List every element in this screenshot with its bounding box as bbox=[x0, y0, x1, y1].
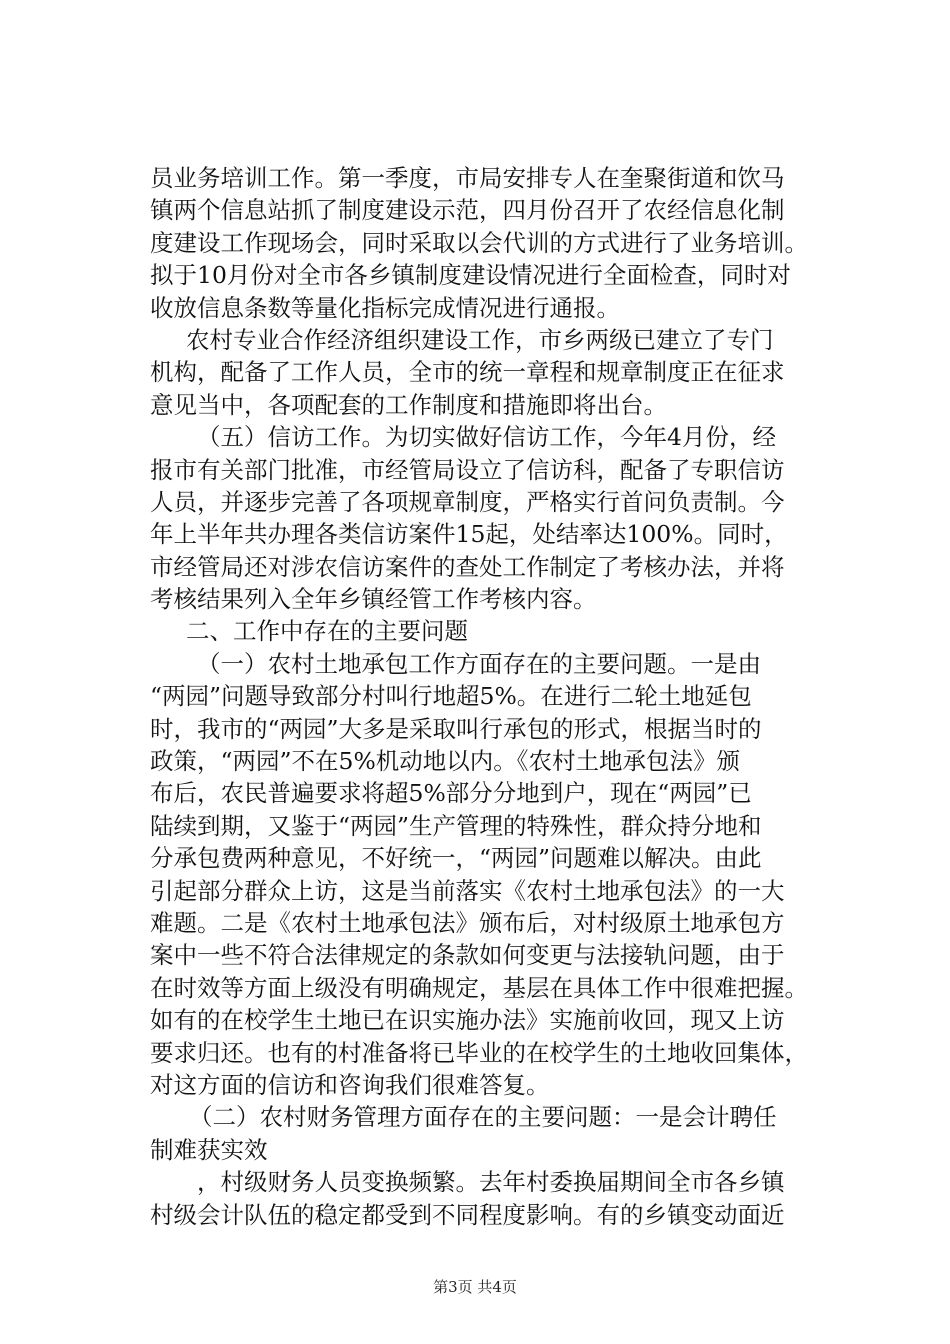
page-number: 第3页 共4页 bbox=[433, 1278, 517, 1296]
text-line: 拟于10月份对全市各乡镇制度建设情况进行全面检查，同时对 bbox=[150, 261, 791, 290]
text-line: ，村级财务人员变换频繁。去年村委换届期间全市各乡镇 bbox=[197, 1168, 785, 1197]
text-line: 如有的在校学生土地已在识实施办法》实施前收回，现又上访 bbox=[150, 1006, 785, 1035]
text-line: 布后，农民普遍要求将超5%部分分地到户，现在“两园”已 bbox=[150, 779, 752, 808]
text-line: 机构，配备了工作人员，全市的统一章程和规章制度正在征求 bbox=[150, 358, 785, 387]
text-line: “两园”问题导致部分村叫行地超5%。在进行二轮土地延包 bbox=[150, 682, 752, 711]
text-line: 农村专业合作经济组织建设工作，市乡两级已建立了专门 bbox=[186, 325, 774, 354]
text-line: 案中一些不符合法律规定的条款如何变更与法接轨问题，由于 bbox=[150, 941, 785, 970]
text-line: 人员，并逐步完善了各项规章制度，严格实行首问负责制。今 bbox=[150, 487, 785, 516]
text-line: 收放信息条数等量化指标完成情况进行通报。 bbox=[150, 293, 620, 322]
text-line: 员业务培训工作。第一季度，市局安排专人在奎聚街道和饮马 bbox=[150, 164, 785, 192]
section-heading: （五）信访工作。为切实做好信访工作，今年4月份，经 bbox=[197, 423, 776, 452]
text-line: 村级会计队伍的稳定都受到不同程度影响。有的乡镇变动面近 bbox=[150, 1200, 785, 1229]
text-line: 难题。二是《农村土地承包法》颁布后，对村级原土地承包方 bbox=[150, 908, 785, 937]
text-line: 年上半年共办理各类信访案件15起，处结率达100%。同时， bbox=[150, 520, 788, 549]
text-line: 在时效等方面上级没有明确规定，基层在具体工作中很难把握。 bbox=[150, 973, 808, 1002]
text-line: 镇两个信息站抓了制度建设示范，四月份召开了农经信息化制 bbox=[150, 196, 785, 225]
text-line: 引起部分群众上访，这是当前落实《农村土地承包法》的一大 bbox=[150, 876, 785, 905]
text-line: 度建设工作现场会，同时采取以会代训的方式进行了业务培训。 bbox=[150, 228, 808, 257]
text-line: 时，我市的“两园”大多是采取叫行承包的形式，根据当时的 bbox=[150, 714, 762, 743]
text-line: 市经管局还对涉农信访案件的查处工作制定了考核办法，并将 bbox=[150, 552, 785, 581]
text-line: 制难获实效 bbox=[150, 1135, 268, 1164]
text-line: 考核结果列入全年乡镇经管工作考核内容。 bbox=[150, 585, 597, 614]
text-line: 意见当中，各项配套的工作制度和措施即将出台。 bbox=[150, 390, 667, 419]
document-body bbox=[150, 162, 830, 1231]
section-heading: 二、工作中存在的主要问题 bbox=[186, 617, 468, 646]
text-line: 报市有关部门批准，市经管局设立了信访科，配备了专职信访 bbox=[150, 455, 785, 484]
text-line: 要求归还。也有的村准备将已毕业的在校学生的土地收回集体， bbox=[150, 1038, 808, 1067]
text-line: 对这方面的信访和咨询我们很难答复。 bbox=[150, 1070, 550, 1099]
text-line: 分承包费两种意见，不好统一，“两园”问题难以解决。由此 bbox=[150, 844, 762, 873]
text-line: 陆续到期，又鉴于“两园”生产管理的特殊性，群众持分地和 bbox=[150, 811, 762, 840]
text-line: 政策，“两园”不在5%机动地以内。《农村土地承包法》颁 bbox=[150, 747, 741, 776]
section-heading: （二）农村财务管理方面存在的主要问题：一是会计聘任 bbox=[189, 1103, 777, 1132]
section-heading: （一）农村土地承包工作方面存在的主要问题。一是由 bbox=[197, 649, 761, 678]
